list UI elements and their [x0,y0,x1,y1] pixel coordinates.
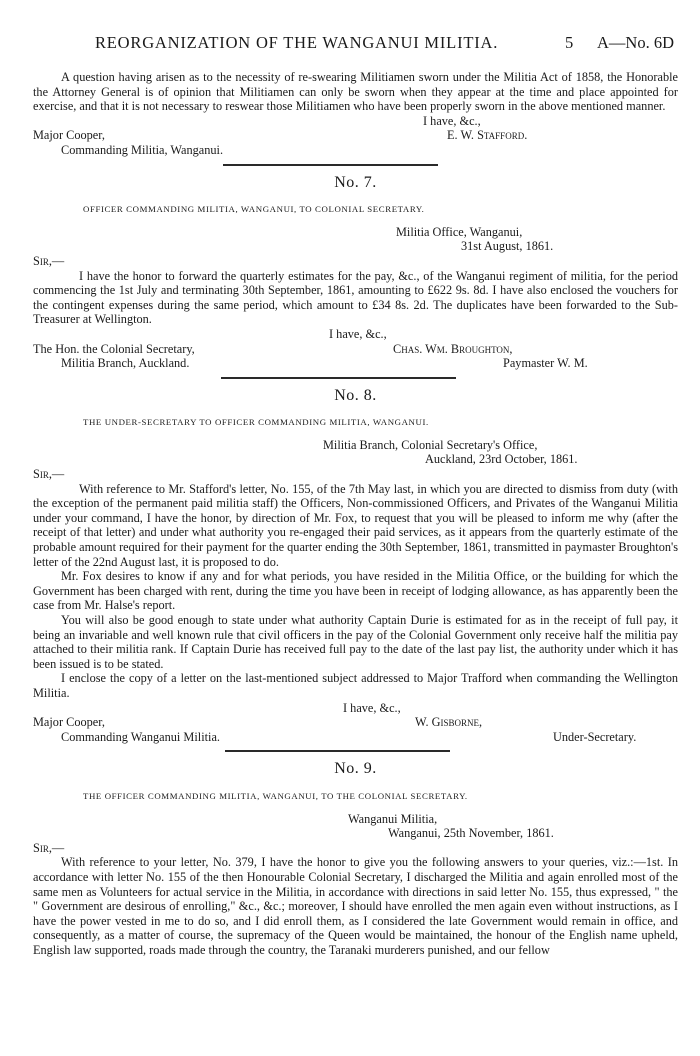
addressee-line: The Hon. the Colonial Secretary, [33,341,195,356]
salutation: Sir,— [33,467,65,482]
section-divider [223,164,438,166]
letter-9 [33,762,678,957]
salutation: Sir,— [33,840,65,855]
section-divider [225,750,450,752]
letter-body: With reference to your letter, No. 379, I have the honor to give you the following answers to your queries, viz.:—1st. In accordance with letter No. 155 of the then Honourable Colonial Secretary, I discharged the Militia and again enrolled most of the same men as Volunteers for actual service in the Militia, in accordance with directions in said letter No. 155, thus expressed, " the " Government are desirous of enrolling," &c., &c.; moreover, I should have enrolled the men again even without instructions, as I have the power vested in me to do so, and I did enroll them, as I considered the late Government would remain in office, and consequently, as a matter of course, the supremacy of the Queen would be maintained, the honour of the English name upheld, English law supported, roads made through the country, the Taranaki murderers punished, and our fellow [33,855,678,957]
addressee-line: Commanding Militia, Wanganui. [61,142,224,157]
addressee-line: Major Cooper, [33,128,105,143]
letter-closing: I have, &c., [329,326,387,341]
section-divider [221,377,456,379]
salutation: Sir,— [33,253,65,268]
signatory-title: Paymaster W. M. [503,356,588,371]
addressee-line: Commanding Wanganui Militia. [61,729,220,744]
letter-number: No. 7. [334,173,377,191]
letter-date: 31st August, 1861. [461,239,554,254]
letter-paragraph: Mr. Fox desires to know if any and for what periods, you have resided in the Militia Office, or the building for which the Government has been charged with rent, during the time you have been in receipt of lodging allowance, as has apparently been the case from Mr. Halse's report. [33,569,678,613]
letter-body: I have the honor to forward the quarterly estimates for the pay, &c., of the Wanganui regiment of militia, for the period commencing the 1st July and terminating 30th September, 1861, amounting to £622 9s. 8d. I have also enclosed the vouchers for the contingent expenses during the same period, which amount to £34 8s. 2d. The duplicates have been forwarded to the Sub-Treasurer at Wellington. [33,268,678,327]
addressee-line: Major Cooper, [33,715,105,730]
letter-caption: OFFICER COMMANDING MILITIA, WANGANUI, TO COLONIAL SECRETARY. [83,204,425,215]
signatory-title: Under-Secretary. [553,729,637,744]
page-content [33,70,678,957]
letter-place: Militia Office, Wanganui, [396,224,523,239]
letter-closing: I have, &c., [343,700,401,715]
letter-place: Militia Branch, Colonial Secretary's Office, [323,437,538,452]
letter-caption: THE UNDER-SECRETARY TO OFFICER COMMANDING MILITIA, WANGANUI. [83,417,429,428]
letter-number: No. 9. [334,760,377,778]
page-header [0,33,700,58]
letter-7 [33,173,678,371]
addressee-line: Militia Branch, Auckland. [61,356,190,371]
signatory: Chas. Wm. Broughton, [393,341,513,356]
letter-8 [33,386,678,745]
letter-6-tail [33,70,678,158]
letter-number: No. 8. [334,386,377,404]
document-reference: A—No. 6D [597,33,674,52]
letter-paragraph: With reference to Mr. Stafford's letter, No. 155, of the 7th May last, in which you are directed to dismiss from duty (with the exception of the permanent paid militia staff) the Officers, Non-commissioned Officers, and Privates of the Wanganui Militia under your command, I have the honor, by direction of Mr. Fox, to request that you will be pleased to inform me why (after the receipt of that letter) and under what authority you re-engaged their paid services, as it appears from the quarterly estimate of the probable amount required for their payment for the quarter ending the 30th September, 1861, transmitted in paymaster Broughton's letter of the 22nd August last, it is proposed to do. [33,481,678,569]
letter-date: Wanganui, 25th November, 1861. [388,826,554,841]
signatory: W. Gisborne, [415,715,483,730]
page-number: 5 [565,33,574,52]
letter-caption: THE OFFICER COMMANDING MILITIA, WANGANUI, TO THE COLONIAL SECRETARY. [83,790,468,801]
letter-place: Wanganui Militia, [348,811,438,826]
letter-body: A question having arisen as to the necessity of re-swearing Militiamen sworn under the Militia Act of 1858, the Honorable the Attorney General is of opinion that Militiamen can only be sworn when they appear at the time and place appointed for exercise, and that it is not necessary to reswear those Militiamen who have been properly sworn in the above mentioned manner. [33,70,678,114]
letter-paragraph: I enclose the copy of a letter on the last-mentioned subject addressed to Major Trafford when commanding the Wellington Militia. [33,671,678,700]
letter-paragraph: You will also be good enough to state under what authority Captain Durie is estimated for as in the receipt of full pay, it being an invariable and well known rule that civil officers in the pay of the Colonial Government only receive half the militia pay attached to their militia rank. If Captain Durie has received full pay to the date of the last pay list, the authority under which it has been issued is to be stated. [33,613,678,671]
letter-closing: I have, &c., [423,113,481,128]
letter-date: Auckland, 23rd October, 1861. [425,452,578,467]
running-title: REORGANIZATION OF THE WANGANUI MILITIA. [95,33,499,52]
signatory: E. W. Stafford. [447,128,528,143]
